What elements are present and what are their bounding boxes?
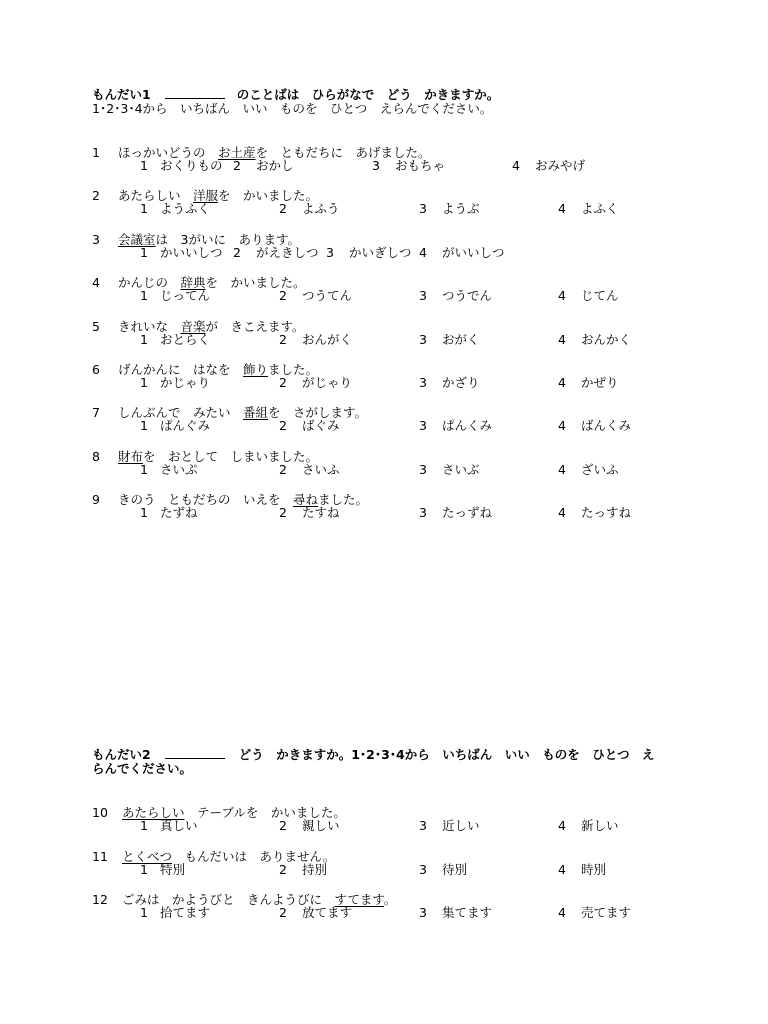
question-number: 11	[92, 848, 108, 864]
underlined-word: とくべつ	[122, 848, 173, 864]
question-text: しんぶんで みたい	[118, 405, 244, 421]
question-number: 6	[92, 362, 100, 377]
question-number: 4	[92, 275, 100, 291]
section2-question-text: どう かきますか。1･2･3･4から いちばん いい ものを ひとつ え	[238, 747, 655, 762]
question-number: 5	[92, 318, 100, 334]
option-4-number: 4	[558, 201, 566, 217]
underlined-word: お土産	[218, 145, 256, 160]
underlined-word: 財布	[118, 448, 144, 464]
question-number: 7	[92, 405, 100, 421]
question-text: 。	[383, 892, 397, 907]
option-2-text: つうてん	[302, 288, 353, 304]
option-4-text: かぜり	[581, 375, 619, 390]
question-text: あたらしい	[118, 188, 194, 204]
option-1-number: 1	[140, 818, 148, 833]
option-3-text: 待別	[442, 861, 468, 877]
option-2-number: 2	[279, 905, 287, 920]
section2-label: もんだい2	[92, 747, 151, 762]
option-4-number: 4	[558, 861, 566, 877]
question-text: きのう ともだちの いえを	[118, 492, 294, 508]
option-1-text: おとらく	[160, 331, 211, 347]
option-3-text: かいぎしつ	[349, 244, 412, 260]
underlined-word: 洋服	[193, 188, 219, 204]
option-1-number: 1	[140, 905, 148, 920]
option-3-number: 3	[419, 861, 427, 877]
question-number: 3	[92, 231, 100, 247]
underlined-word: あたらしい	[122, 805, 185, 820]
option-4-text: 売てます	[581, 905, 632, 920]
option-1-text: じってん	[160, 288, 211, 304]
question-number: 2	[92, 188, 100, 204]
underlined-word: 会議室	[118, 231, 156, 247]
option-3-text: 集てます	[442, 905, 493, 920]
option-2-text: 放てます	[302, 905, 353, 920]
question-text: ごみは かようびと きんようびに	[122, 892, 335, 907]
question-text: もんだいは ありません。	[172, 848, 336, 864]
question-text: を さがします。	[268, 405, 368, 421]
question-text: ほっかいどうの	[118, 145, 219, 160]
question-text: を かいました。	[205, 275, 306, 291]
option-1-number: 1	[140, 288, 148, 304]
option-3-number: 3	[419, 461, 427, 477]
option-4-number: 4	[558, 331, 566, 347]
answer-blank	[165, 758, 225, 759]
option-4-number: 4	[558, 418, 566, 434]
question-number: 1	[92, 145, 100, 160]
option-3-number: 3	[419, 331, 427, 347]
option-4-number: 4	[558, 288, 566, 304]
option-2-text: たすね	[302, 505, 340, 521]
option-1-text: 真しい	[160, 818, 198, 833]
option-2-text: よふう	[302, 201, 340, 217]
option-2-text: おんがく	[302, 331, 353, 347]
option-2-text: がえきしつ	[256, 244, 319, 260]
option-3-number: 3	[326, 244, 334, 260]
option-1-text: 拾てます	[160, 905, 211, 920]
option-3-text: かざり	[442, 375, 480, 390]
option-1-number: 1	[140, 331, 148, 347]
option-3-text: さいぶ	[442, 461, 480, 477]
underlined-word: 飾り	[243, 362, 269, 377]
underlined-word: すてます	[334, 892, 384, 907]
option-4-text: たっすね	[581, 505, 632, 521]
option-1-text: たずね	[160, 505, 198, 521]
option-1-number: 1	[140, 505, 148, 521]
option-3-number: 3	[419, 375, 427, 390]
question-text: を ともだちに あげました。	[255, 145, 431, 160]
question-text: テーブルを かいました。	[184, 805, 346, 820]
underlined-word: 音楽	[180, 318, 206, 334]
option-4-text: 新しい	[581, 818, 619, 833]
option-2-number: 2	[279, 818, 287, 833]
question-text: ました。	[318, 492, 369, 508]
underlined-word: 番組	[243, 405, 269, 421]
option-2-number: 2	[279, 331, 287, 347]
underlined-word: 辞典	[180, 275, 206, 291]
option-2-text: さいふ	[302, 461, 340, 477]
option-2-number: 2	[279, 461, 287, 477]
option-1-number: 1	[140, 461, 148, 477]
option-4-number: 4	[512, 158, 520, 173]
option-1-text: 特別	[160, 861, 186, 877]
option-4-text: じてん	[581, 288, 619, 304]
option-1-text: ようふく	[160, 201, 211, 217]
option-3-text: 近しい	[442, 818, 480, 833]
option-1-text: かじゃり	[160, 375, 211, 390]
option-4-number: 4	[558, 375, 566, 390]
option-2-number: 2	[279, 418, 287, 434]
option-3-text: たっずね	[442, 505, 493, 521]
option-3-number: 3	[372, 158, 380, 173]
question-text: ました。	[268, 362, 319, 377]
section1-question-text: のことばは ひらがなで どう かきますか。	[236, 87, 500, 102]
option-4-number: 4	[558, 461, 566, 477]
option-2-number: 2	[279, 861, 287, 877]
option-1-number: 1	[140, 418, 148, 434]
option-2-text: おかし	[256, 158, 294, 173]
question-text: を おとして しまいました。	[143, 448, 319, 464]
option-1-number: 1	[140, 244, 148, 260]
option-2-text: 親しい	[302, 818, 340, 833]
option-4-number: 4	[558, 905, 566, 920]
option-4-number: 4	[558, 818, 566, 833]
option-3-text: ようぶ	[442, 201, 480, 217]
option-3-text: つうでん	[442, 288, 493, 304]
section2-title-continued: らんでください。	[92, 761, 193, 776]
option-2-number: 2	[279, 505, 287, 521]
answer-blank	[165, 98, 225, 99]
question-number: 9	[92, 492, 100, 508]
option-4-text: ばんくみ	[581, 418, 632, 434]
option-3-number: 3	[419, 288, 427, 304]
option-3-text: ぱんくみ	[442, 418, 493, 434]
option-1-text: ぱんぐみ	[160, 418, 211, 434]
option-3-number: 3	[419, 505, 427, 521]
option-1-number: 1	[140, 861, 148, 877]
option-3-text: おもちゃ	[395, 158, 446, 173]
section1-label: もんだい1	[92, 87, 151, 102]
question-text: かんじの	[118, 275, 181, 291]
option-2-text: がじゃり	[302, 375, 353, 390]
option-2-text: ばぐみ	[302, 418, 340, 434]
section1-title	[92, 88, 499, 102]
option-4-number: 4	[419, 244, 427, 260]
option-3-number: 3	[419, 905, 427, 920]
option-2-number: 2	[279, 288, 287, 304]
question-text: きれいな	[118, 318, 181, 334]
option-4-text: ざいふ	[581, 461, 619, 477]
question-text: が きこえます。	[205, 318, 305, 334]
option-1-number: 1	[140, 375, 148, 390]
section2-title	[92, 748, 655, 762]
option-2-number: 2	[233, 158, 241, 173]
question-text: げんかんに はなを	[118, 362, 244, 377]
option-4-text: おんかく	[581, 331, 632, 347]
underlined-word: 尋ね	[293, 492, 319, 508]
option-2-number: 2	[279, 201, 287, 217]
section1-instruction: 1･2･3･4から いちばん いい ものを ひとつ えらんでください。	[92, 101, 493, 116]
question-11	[92, 850, 335, 864]
question-text: を かいました。	[218, 188, 319, 204]
option-3-number: 3	[419, 418, 427, 434]
option-4-number: 4	[558, 505, 566, 521]
question-number: 10	[92, 805, 108, 820]
option-1-text: おくりもの	[160, 158, 223, 173]
option-4-text: おみやげ	[535, 158, 586, 173]
option-4-text: がいいしつ	[442, 244, 505, 260]
option-3-number: 3	[419, 201, 427, 217]
option-4-text: 時別	[581, 861, 607, 877]
option-3-text: おがく	[442, 331, 480, 347]
question-number: 12	[92, 892, 108, 907]
option-1-number: 1	[140, 158, 148, 173]
option-2-number: 2	[279, 375, 287, 390]
option-3-number: 3	[419, 818, 427, 833]
option-2-text: 持別	[302, 861, 328, 877]
question-number: 8	[92, 448, 100, 464]
question-text: は 3がいに あります。	[155, 231, 300, 247]
option-2-number: 2	[233, 244, 241, 260]
option-1-number: 1	[140, 201, 148, 217]
option-4-text: よふく	[581, 201, 619, 217]
option-1-text: かいいしつ	[160, 244, 223, 260]
option-1-text: さいぷ	[160, 461, 198, 477]
